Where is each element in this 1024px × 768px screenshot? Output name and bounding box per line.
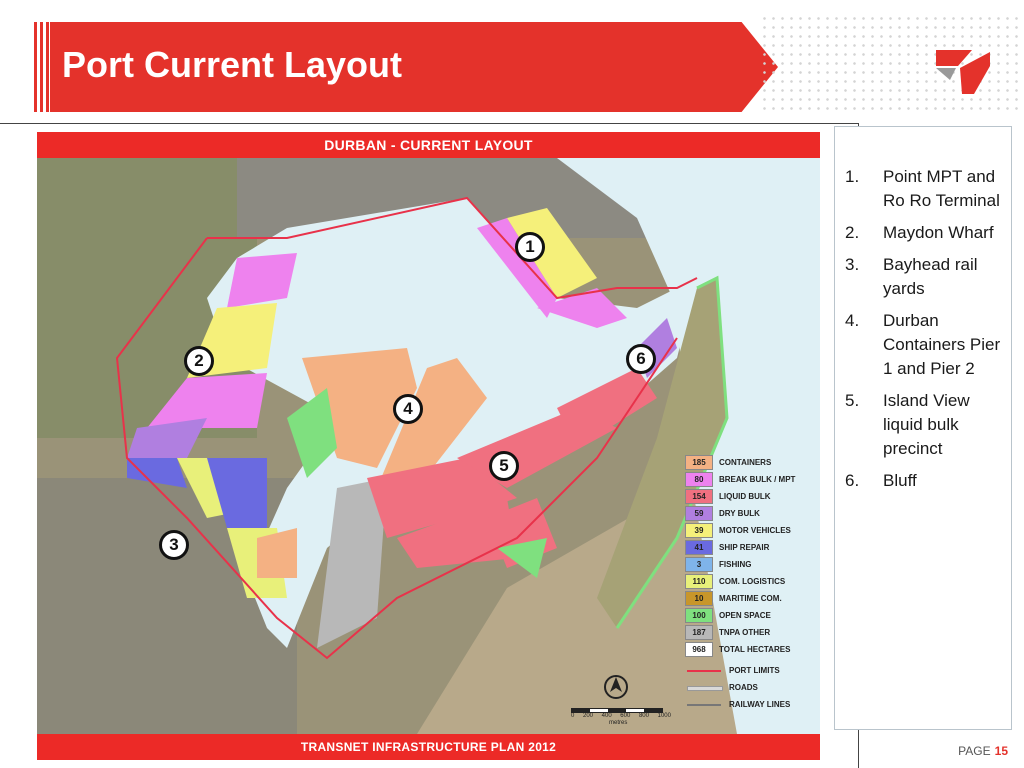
legend-label: FISHING bbox=[719, 560, 752, 569]
map-footer: TRANSNET INFRASTRUCTURE PLAN 2012 bbox=[300, 740, 557, 754]
item-number: 3. bbox=[845, 255, 860, 274]
item-number: 2. bbox=[845, 223, 860, 242]
legend-value: 968 bbox=[685, 642, 713, 657]
legend-label: ROADS bbox=[729, 683, 758, 692]
item-number: 4. bbox=[845, 311, 860, 330]
legend-label: LIQUID BULK bbox=[719, 492, 771, 501]
map-area bbox=[37, 158, 820, 734]
legend-row bbox=[685, 539, 817, 556]
list-item bbox=[845, 389, 1011, 461]
list-item bbox=[845, 165, 1011, 213]
page-indicator bbox=[958, 744, 1008, 758]
legend-label: OPEN SPACE bbox=[719, 611, 771, 620]
map-marker: 3 bbox=[159, 530, 189, 560]
key-panel bbox=[834, 126, 1012, 730]
item-number: 6. bbox=[845, 471, 860, 490]
map-marker: 4 bbox=[393, 394, 423, 424]
page-label: PAGE bbox=[958, 744, 991, 758]
item-text: Bayhead rail yards bbox=[883, 255, 978, 298]
scale-tick: 200 bbox=[582, 713, 593, 719]
scale-bar bbox=[571, 708, 671, 728]
legend-label: MOTOR VEHICLES bbox=[719, 526, 791, 535]
map-legend bbox=[685, 454, 817, 713]
list-item bbox=[845, 253, 1011, 301]
legend-label: COM. LOGISTICS bbox=[719, 577, 786, 586]
legend-label: TOTAL HECTARES bbox=[719, 645, 791, 654]
item-text: Maydon Wharf bbox=[883, 223, 994, 242]
legend-row bbox=[685, 679, 817, 696]
item-text: Durban Containers Pier 1 and Pier 2 bbox=[883, 311, 1001, 378]
title-banner bbox=[34, 22, 778, 112]
legend-row bbox=[685, 573, 817, 590]
scale-tick: 800 bbox=[638, 713, 649, 719]
port-limits-line bbox=[687, 670, 721, 672]
legend-row bbox=[685, 607, 817, 624]
legend-value: 187 bbox=[685, 625, 713, 640]
legend-value: 154 bbox=[685, 489, 713, 504]
legend-row bbox=[685, 505, 817, 522]
legend-row bbox=[685, 471, 817, 488]
item-number: 1. bbox=[845, 167, 860, 186]
legend-row bbox=[685, 641, 817, 658]
key-list bbox=[845, 165, 1011, 501]
legend-row bbox=[685, 522, 817, 539]
legend-row bbox=[685, 696, 817, 713]
legend-value: 59 bbox=[685, 506, 713, 521]
north-arrow-icon bbox=[603, 674, 629, 700]
legend-value: 10 bbox=[685, 591, 713, 606]
legend-value: 39 bbox=[685, 523, 713, 538]
legend-value: 3 bbox=[685, 557, 713, 572]
scale-tick: 600 bbox=[620, 713, 631, 719]
scale-tick: 0 bbox=[571, 713, 575, 719]
legend-label: PORT LIMITS bbox=[729, 666, 780, 675]
map-title: DURBAN - CURRENT LAYOUT bbox=[324, 137, 533, 153]
legend-row bbox=[685, 662, 817, 679]
list-item bbox=[845, 309, 1011, 381]
legend-row bbox=[685, 556, 817, 573]
port-map bbox=[37, 132, 820, 760]
item-text: Island View liquid bulk precinct bbox=[883, 391, 970, 458]
legend-label: MARITIME COM. bbox=[719, 594, 782, 603]
legend-value: 100 bbox=[685, 608, 713, 623]
legend-value: 41 bbox=[685, 540, 713, 555]
legend-label: SHIP REPAIR bbox=[719, 543, 770, 552]
list-item bbox=[845, 469, 1011, 493]
item-text: Point MPT and Ro Ro Terminal bbox=[883, 167, 1000, 210]
legend-value: 185 bbox=[685, 455, 713, 470]
legend-row bbox=[685, 454, 817, 471]
divider-horizontal bbox=[0, 123, 858, 124]
page-number: 15 bbox=[994, 744, 1008, 758]
scale-unit: metres bbox=[609, 720, 628, 726]
legend-label: TNPA OTHER bbox=[719, 628, 771, 637]
legend-label: BREAK BULK / MPT bbox=[719, 475, 796, 484]
railway-line bbox=[687, 704, 721, 706]
roads-line bbox=[687, 686, 723, 691]
item-text: Bluff bbox=[883, 471, 917, 490]
legend-value: 80 bbox=[685, 472, 713, 487]
map-marker: 2 bbox=[184, 346, 214, 376]
map-marker: 1 bbox=[515, 232, 545, 262]
map-marker: 5 bbox=[489, 451, 519, 481]
list-item bbox=[845, 221, 1011, 245]
map-marker: 6 bbox=[626, 344, 656, 374]
scale-tick: 400 bbox=[601, 713, 612, 719]
legend-label: DRY BULK bbox=[719, 509, 760, 518]
legend-row bbox=[685, 590, 817, 607]
legend-row bbox=[685, 488, 817, 505]
scale-tick: 1000 bbox=[657, 713, 671, 719]
page-title: Port Current Layout bbox=[62, 44, 403, 85]
legend-row bbox=[685, 624, 817, 641]
legend-value: 110 bbox=[685, 574, 713, 589]
legend-label: CONTAINERS bbox=[719, 458, 772, 467]
item-number: 5. bbox=[845, 391, 860, 410]
legend-label: RAILWAY LINES bbox=[729, 700, 791, 709]
transnet-logo-icon bbox=[932, 44, 994, 98]
